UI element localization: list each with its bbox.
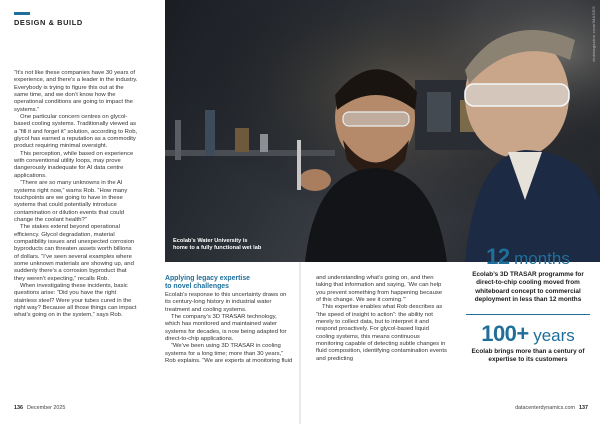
body-paragraph: The stakes extend beyond operational efficiency. Glycol degradation, material compatibility issues and unexpected corrosion byproducts can threaten assets worth billions of dollars. “I’ve seen several examples where some unknown materials are showing up, and suddenly there’s a corrosion byproduct that they weren’t expecting,” recalls Rob. [14, 224, 135, 282]
stat-figure [466, 244, 590, 270]
section-header [14, 12, 154, 27]
folio-left [14, 405, 65, 411]
site-url: datacenterdynamics.com [515, 405, 575, 411]
page-number: 137 [579, 405, 588, 411]
stat-number: 12 [486, 244, 510, 269]
caption-line: home to a fully functional wet lab [173, 245, 262, 252]
body-paragraph: “We’ve been using 3D TRASAR in cooling systems for a long time; more than 30 years,” Rob explains. “We are experts at monitoring fluid [165, 343, 293, 365]
body-paragraph: The company’s 3D TRASAR technology, which has monitored and maintained water systems for decades, is now being adapted for direct-to-chip applications. [165, 314, 287, 343]
lab-scene-illustration [165, 0, 600, 262]
page-number: 136 [14, 405, 23, 411]
stat-block [466, 321, 590, 365]
stat-description: Ecolab’s 3D TRASAR programme for direct-to-chip cooling moved from whiteboard concept to commercial deployment in less than 12 months [472, 271, 584, 304]
stat-block [466, 244, 590, 305]
stat-unit: years [533, 325, 575, 345]
body-paragraph: This expertise enables what Rob describes as “the speed of insight to action”: the ability not merely to collect data, but to interpret it and respond proactively. For glycol-based liquid cooling systems, this means continuous monitoring capable of detecting subtle changes in fluid composition, identifying contamination events and predicting [316, 304, 447, 362]
body-paragraph: Ecolab’s response to this uncertainty draws on its century-long history in industrial water treatment and cooling systems. [165, 292, 287, 313]
body-paragraph: “It’s not like these companies have 30 years of experience, and there’s a leader in the industry. Everybody is trying to figure this out at the same time, and we don’t know how the operational conditions are going to impact the systems.” [14, 70, 138, 113]
stats-sidebar [466, 244, 590, 364]
right-body-column [316, 275, 448, 363]
body-paragraph: “There are so many unknowns in the AI systems right now,” warns Rob. “How many touchpoints are we going to have in these systems that could potentially introduce contamination or dilution events that could change the coolant health?” [14, 180, 128, 223]
subheading-line: to novel challenges [165, 283, 229, 290]
folio-right [515, 405, 588, 411]
lab-photo [165, 0, 600, 262]
section-label: DESIGN & BUILD [14, 18, 83, 27]
stat-unit: months [514, 249, 570, 268]
issue-date: December 2025 [27, 405, 66, 411]
body-paragraph: This perception, while based on experience with conventional utility loops, may prove dangerously inadequate for AI data centre applications. [14, 150, 134, 179]
photo-credit: dcdmagazine.com/IMAGES [591, 6, 596, 62]
stat-figure [466, 321, 590, 347]
body-paragraph: and understanding what’s going on, and then taking that information and saying, ‘We can help you prevent something from happening because of this change. We see it coming.’” [316, 275, 443, 304]
caption-line: Ecolab's Water University is [173, 238, 248, 245]
body-paragraph: One particular concern centres on glycol-based cooling systems. Traditionally viewed as a “fill it and forget it” solution, according to Rob, glycol has earned a reputation as a commodity product requiring minimal oversight. [14, 114, 138, 150]
left-body-column [14, 70, 138, 320]
middle-body-column [165, 275, 293, 365]
photo-caption [173, 238, 261, 252]
section-accent-bar [14, 12, 30, 15]
stat-divider [466, 314, 590, 315]
body-paragraph: When investigating these incidents, basic questions arise: “Did you have the right stainless steel? Were your tubes cured in the right way? Because all those things can impact what’s going on in the system,” says Rob. [14, 282, 137, 319]
subheading-line: Applying legacy expertise [165, 275, 251, 282]
subheading [165, 275, 293, 291]
stat-number: 100+ [481, 320, 529, 346]
stat-description: Ecolab brings more than a century of expertise to its customers [471, 347, 585, 364]
